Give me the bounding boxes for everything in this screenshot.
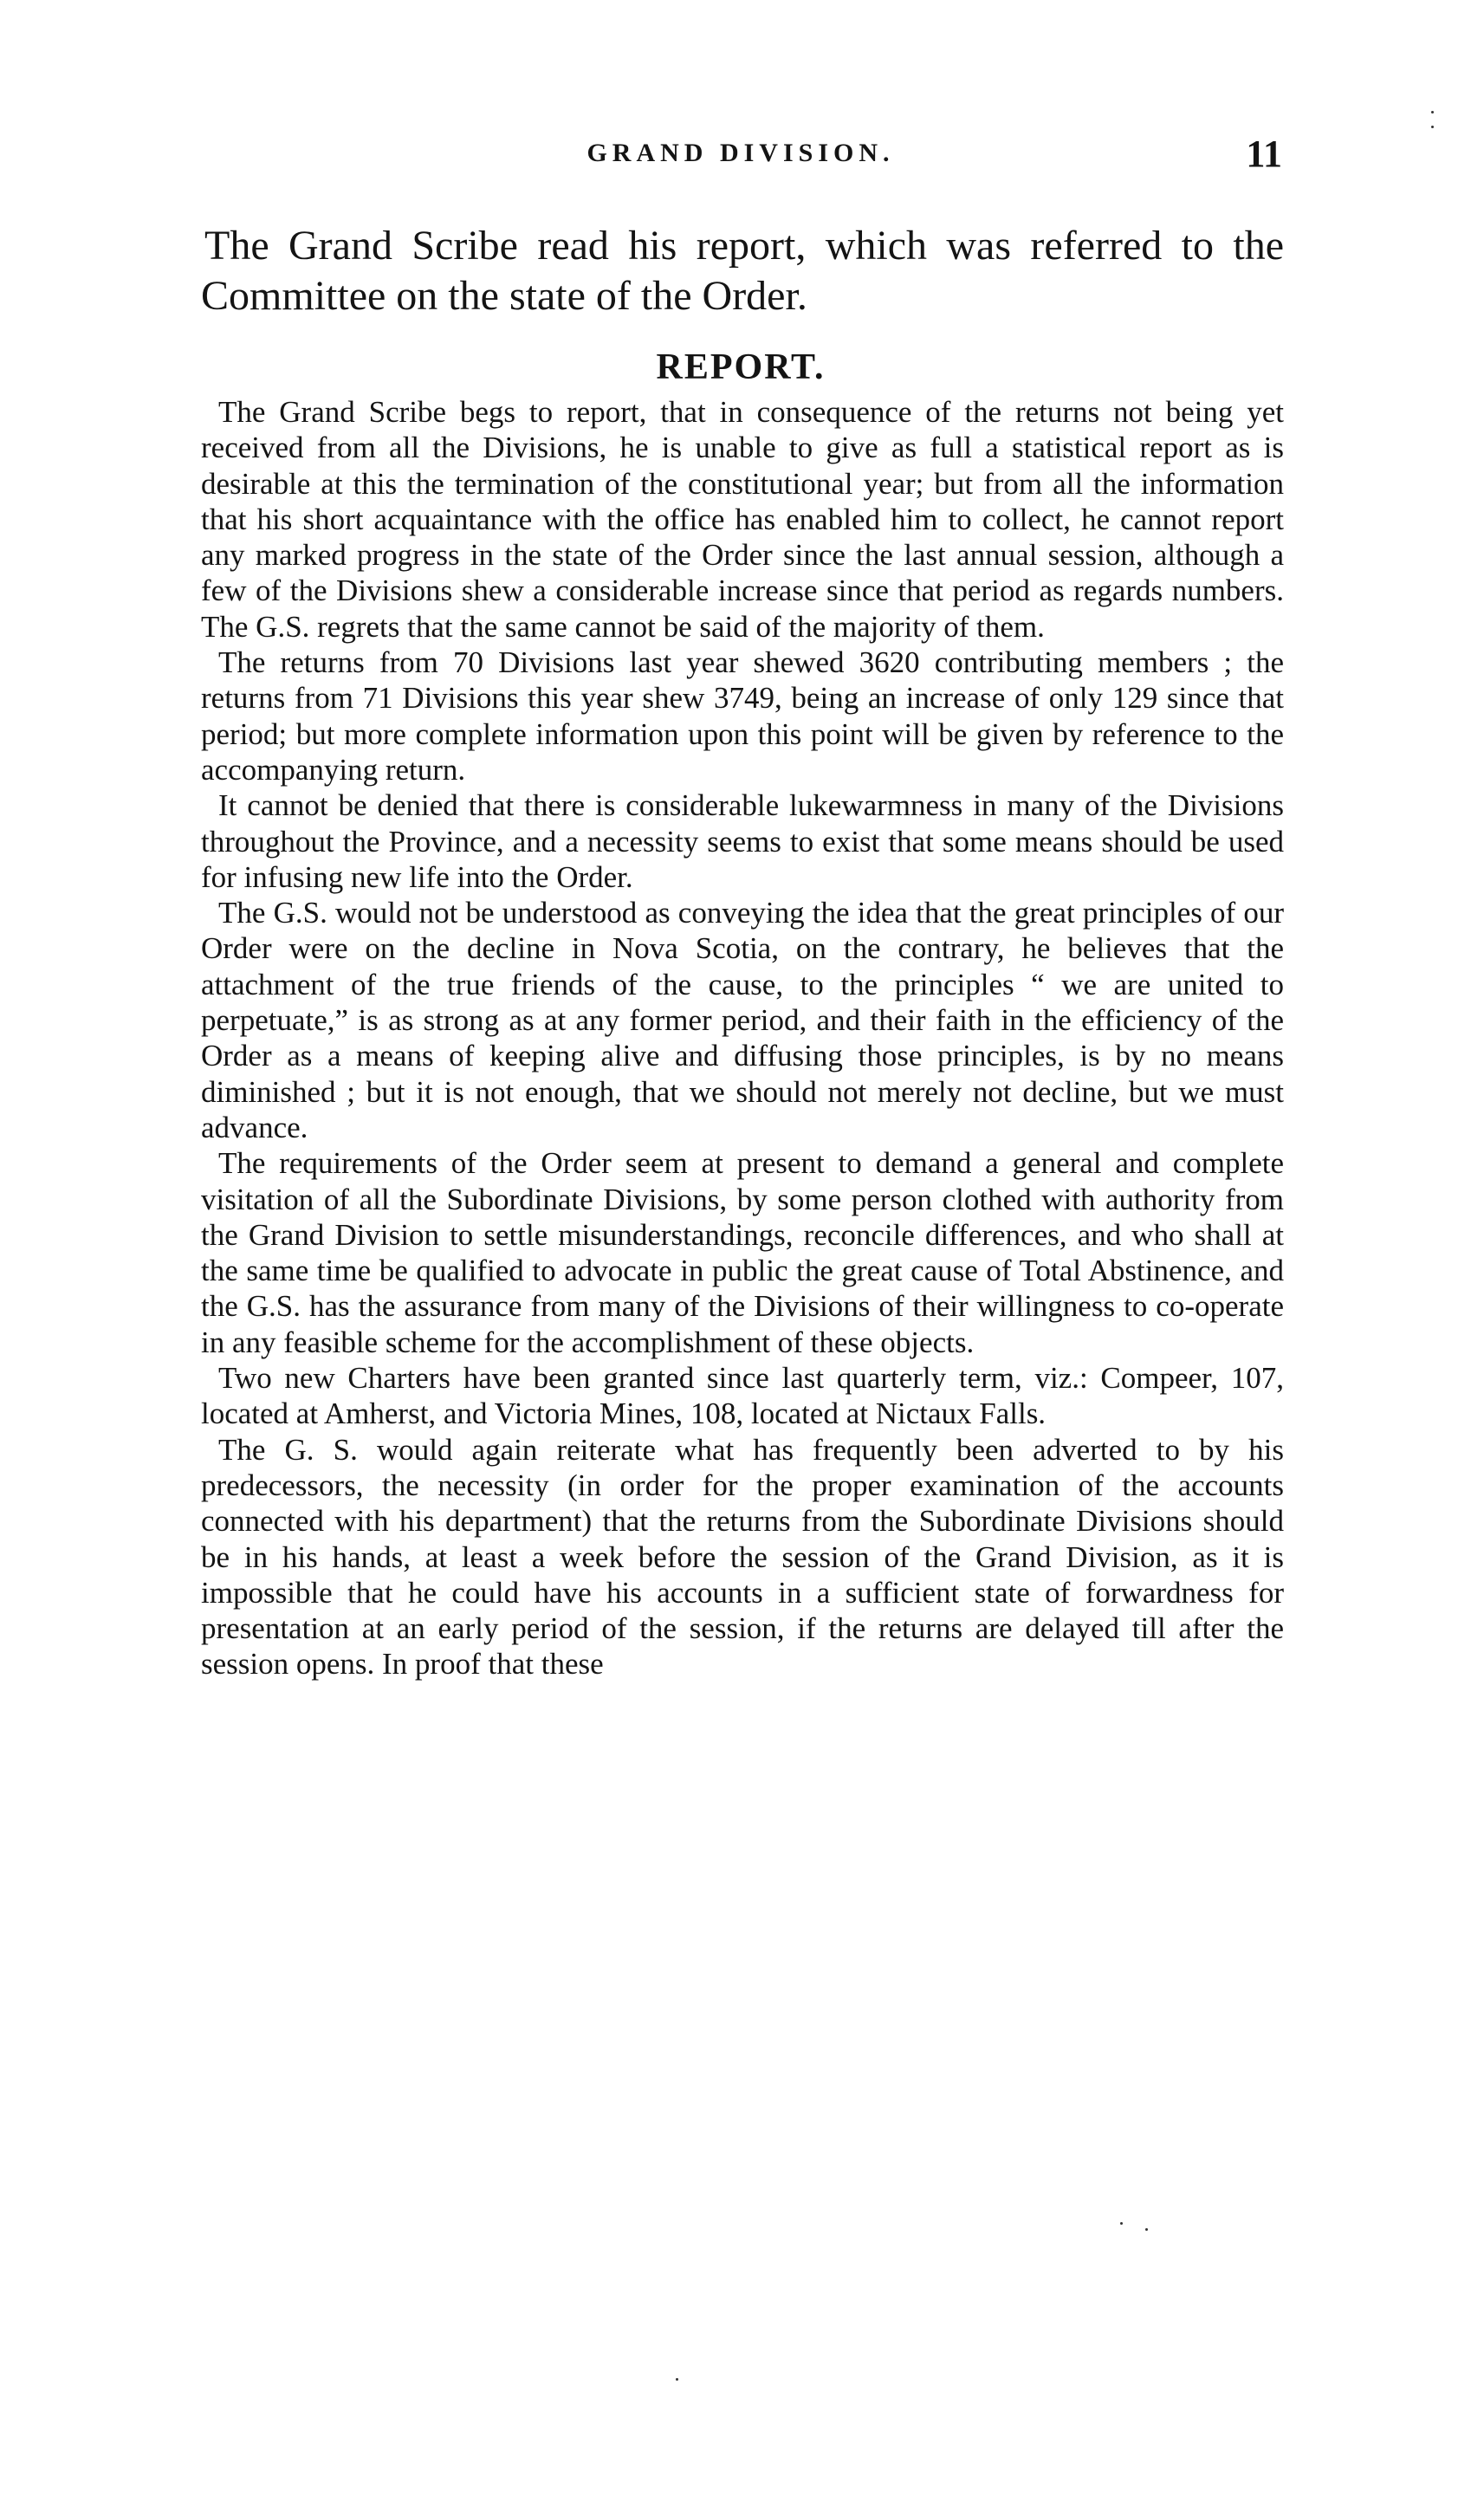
report-paragraph-2: The returns from 70 Divisions last year shewed 3620 contributing members ; the returns from 71 Divisions this year shew 3749, being an increase of only 129 since that period; but more complete information upon this point will be given by reference to the accompanying return. (201, 645, 1284, 787)
running-head (199, 133, 1282, 191)
report-paragraph-5: The requirements of the Order seem at present to demand a general and complete visitation of all the Subordinate Divisions, by some person clothed with authority from the Grand Division to settle misunderstandings, reconcile differences, and who shall at the same time be qualified to advocate in public the great cause of Total Abstinence, and the G.S. has the assurance from many of the Divisions of their willingness to co-operate in any feasible scheme for the accomplishment of these objects. (201, 1146, 1284, 1359)
running-title: GRAND DIVISION. (586, 139, 895, 167)
report-heading: REPORT. (656, 347, 826, 387)
report-body (201, 394, 1284, 1682)
page-number: 11 (1246, 133, 1282, 175)
lead-paragraph: The Grand Scribe read his report, which was referred to the Committee on the state of the Order. (201, 223, 1284, 319)
report-paragraph-7: The G. S. would again reiterate what has frequently been adverted to by his predecessors, the necessity (in order for the proper examination of the accounts connected with his department) that the returns from the Subordinate Divisions should be in his hands, at least a week before the session of the Grand Division, as it is impossible that he could have his accounts in a sufficient state of forwardness for presentation at an early period of the session, if the returns are delayed till after the session opens. In proof that these (201, 1432, 1284, 1682)
report-paragraph-4: The G.S. would not be understood as conveying the idea that the great principles of our Order were on the decline in Nova Scotia, on the contrary, he believes that the attachment of the true friends of the cause, to the principles “ we are united to perpetuate,” is as strong as at any former period, and their faith in the efficiency of the Order as a means of keeping alive and diffusing those principles, is by no means diminished ; but it is not enough, that we should not merely not decline, but we must advance. (201, 896, 1284, 1144)
report-paragraph-3: It cannot be denied that there is considerable lukewarmness in many of the Divisions throughout the Province, and a necessity seems to exist that some means should be used for infusing new life into the Order. (201, 788, 1284, 894)
report-paragraph-6: Two new Charters have been granted since last quarterly term, viz.: Compeer, 107, located at Amherst, and Victoria Mines, 108, located at Nictaux Falls. (201, 1361, 1284, 1431)
report-paragraph-1: The Grand Scribe begs to report, that in consequence of the returns not being yet received from all the Divisions, he is unable to give as full a statistical report as is desirable at this the termination of the constitutional year; but from all the information that his short acquaintance with the office has enabled him to collect, he cannot report any marked progress in the state of the Order since the last annual session, although a few of the Divisions shew a considerable increase since that period as regards numbers. The G.S. regrets that the same cannot be said of the majority of them. (201, 395, 1284, 644)
